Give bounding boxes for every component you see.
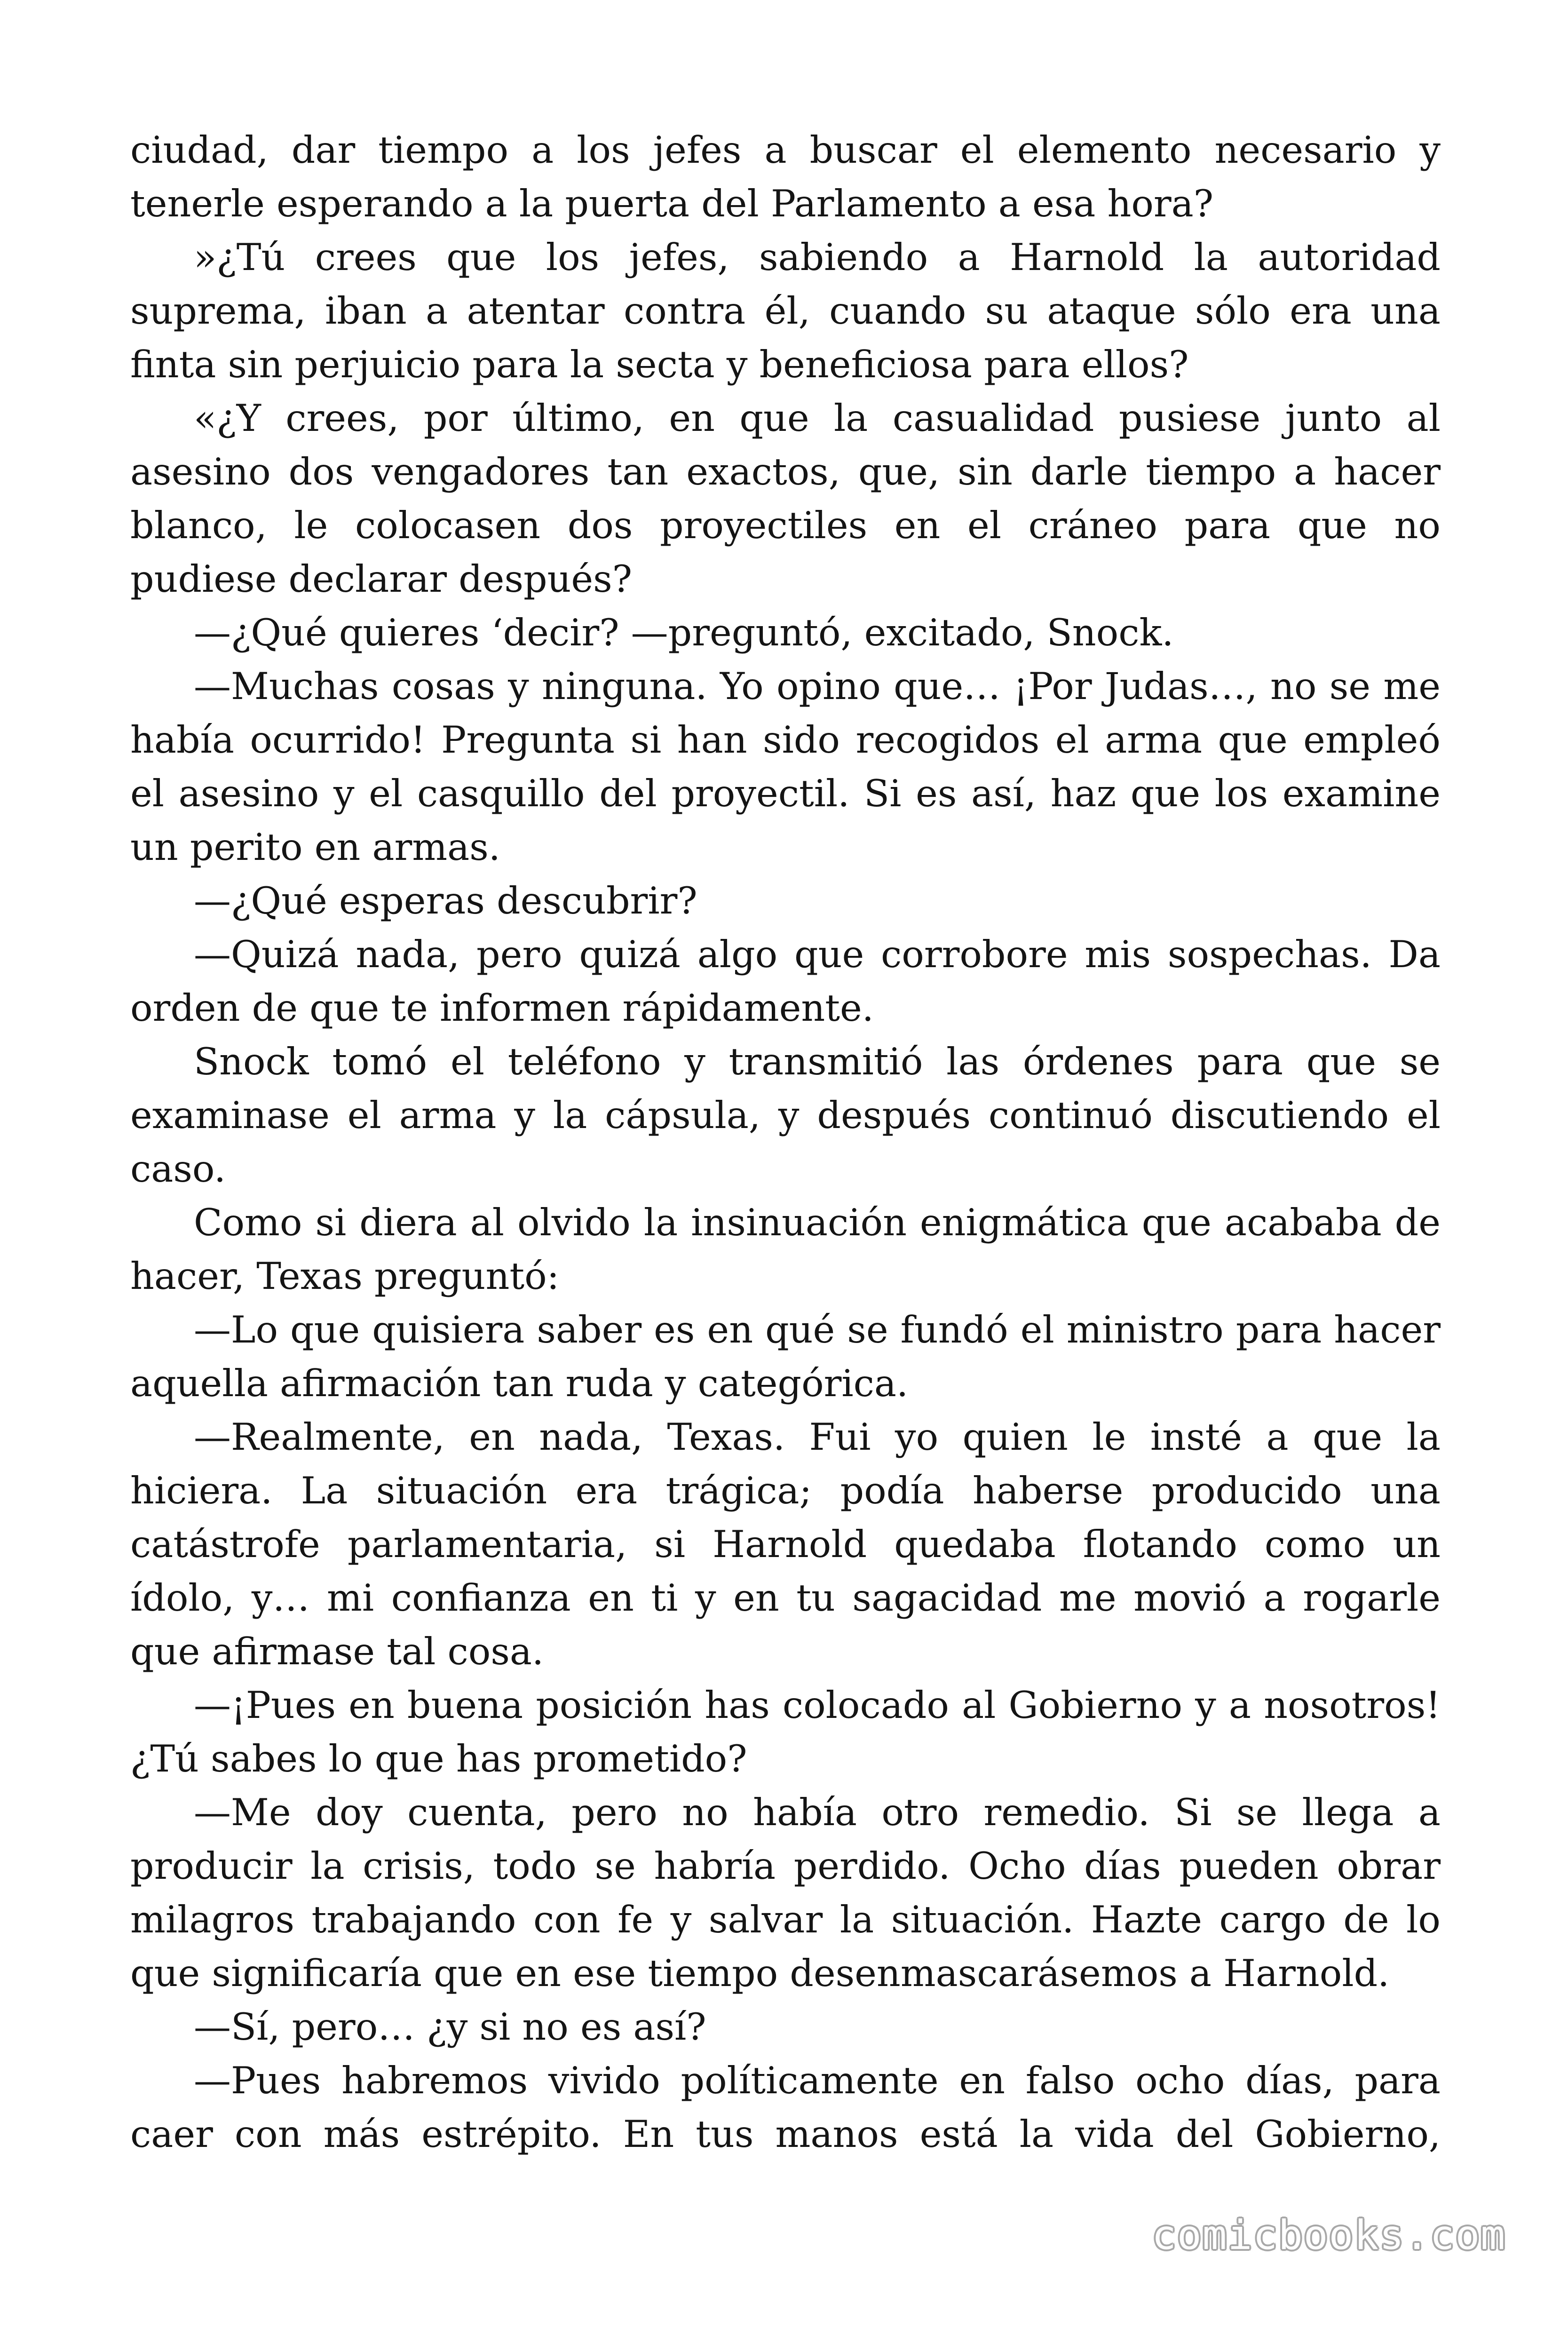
paragraph-1: ciudad, dar tiempo a los jefes a buscar el elemento necesario y tenerle esperando a la puerta del Parlamento a esa hora? [130, 128, 1441, 225]
paragraph-7: —Quizá nada, pero quizá algo que corrobore mis sospechas. Da orden de que te informen rápidamente. [130, 933, 1441, 1030]
paragraph-5: —Muchas cosas y ninguna. Yo opino que… ¡Por Judas…, no se me había ocurrido! Pregunta si han sido recogidos el arma que empleó el asesino y el casquillo del proyectil. Si es así, haz que los examine un perito en armas. [130, 665, 1441, 869]
paragraph-6: —¿Qué esperas descubrir? [194, 879, 697, 922]
paragraph-14: —Sí, pero… ¿y si no es así? [194, 2005, 706, 2049]
paragraph-3: «¿Y crees, por último, en que la casualidad pusiese junto al asesino dos vengadores tan exactos, que, sin darle tiempo a hacer blanco, le colocasen dos proyectiles en el cráneo para que no pudiese declarar después? [130, 397, 1441, 601]
paragraph-13: —Me doy cuenta, pero no había otro remedio. Si se llega a producir la crisis, todo se habría perdido. Ocho días pueden obrar milagros trabajando con fe y salvar la situación. Hazte cargo de lo que significaría que en ese tiempo desenmascarásemos a Harnold. [130, 1791, 1441, 1995]
paragraph-2: »¿Tú crees que los jefes, sabiendo a Harnold la autoridad suprema, iban a atentar contra él, cuando su ataque sólo era una finta sin perjuicio para la secta y beneficiosa para ellos? [130, 236, 1441, 386]
page-text [130, 123, 1441, 2161]
paragraph-11: —Realmente, en nada, Texas. Fui yo quien le insté a que la hiciera. La situación era trágica; podía haberse producido una catástrofe parlamentaria, si Harnold quedaba flotando como un ídolo, y… mi confianza en ti y en tu sagacidad me movió a rogarle que afirmase tal cosa. [130, 1415, 1441, 1673]
paragraph-8: Snock tomó el teléfono y transmitió las órdenes para que se examinase el arma y la cápsula, y después continuó discutiendo el caso. [130, 1040, 1441, 1191]
paragraph-12: —¡Pues en buena posición has colocado al Gobierno y a nosotros! ¿Tú sabes lo que has prometido? [130, 1684, 1441, 1780]
paragraph-15: —Pues habremos vivido políticamente en falso ocho días, para caer con más estrépito. En tus manos está la vida del Gobierno, [130, 2059, 1441, 2156]
paragraph-9: Como si diera al olvido la insinuación enigmática que acababa de hacer, Texas preguntó: [130, 1201, 1441, 1298]
paragraph-10: —Lo que quisiera saber es en qué se fundó el ministro para hacer aquella afirmación tan ruda y categórica. [130, 1308, 1441, 1405]
watermark: comicbooks.com [1152, 2212, 1506, 2259]
paragraph-4: —¿Qué quieres ‘decir? —preguntó, excitado, Snock. [194, 611, 1174, 654]
